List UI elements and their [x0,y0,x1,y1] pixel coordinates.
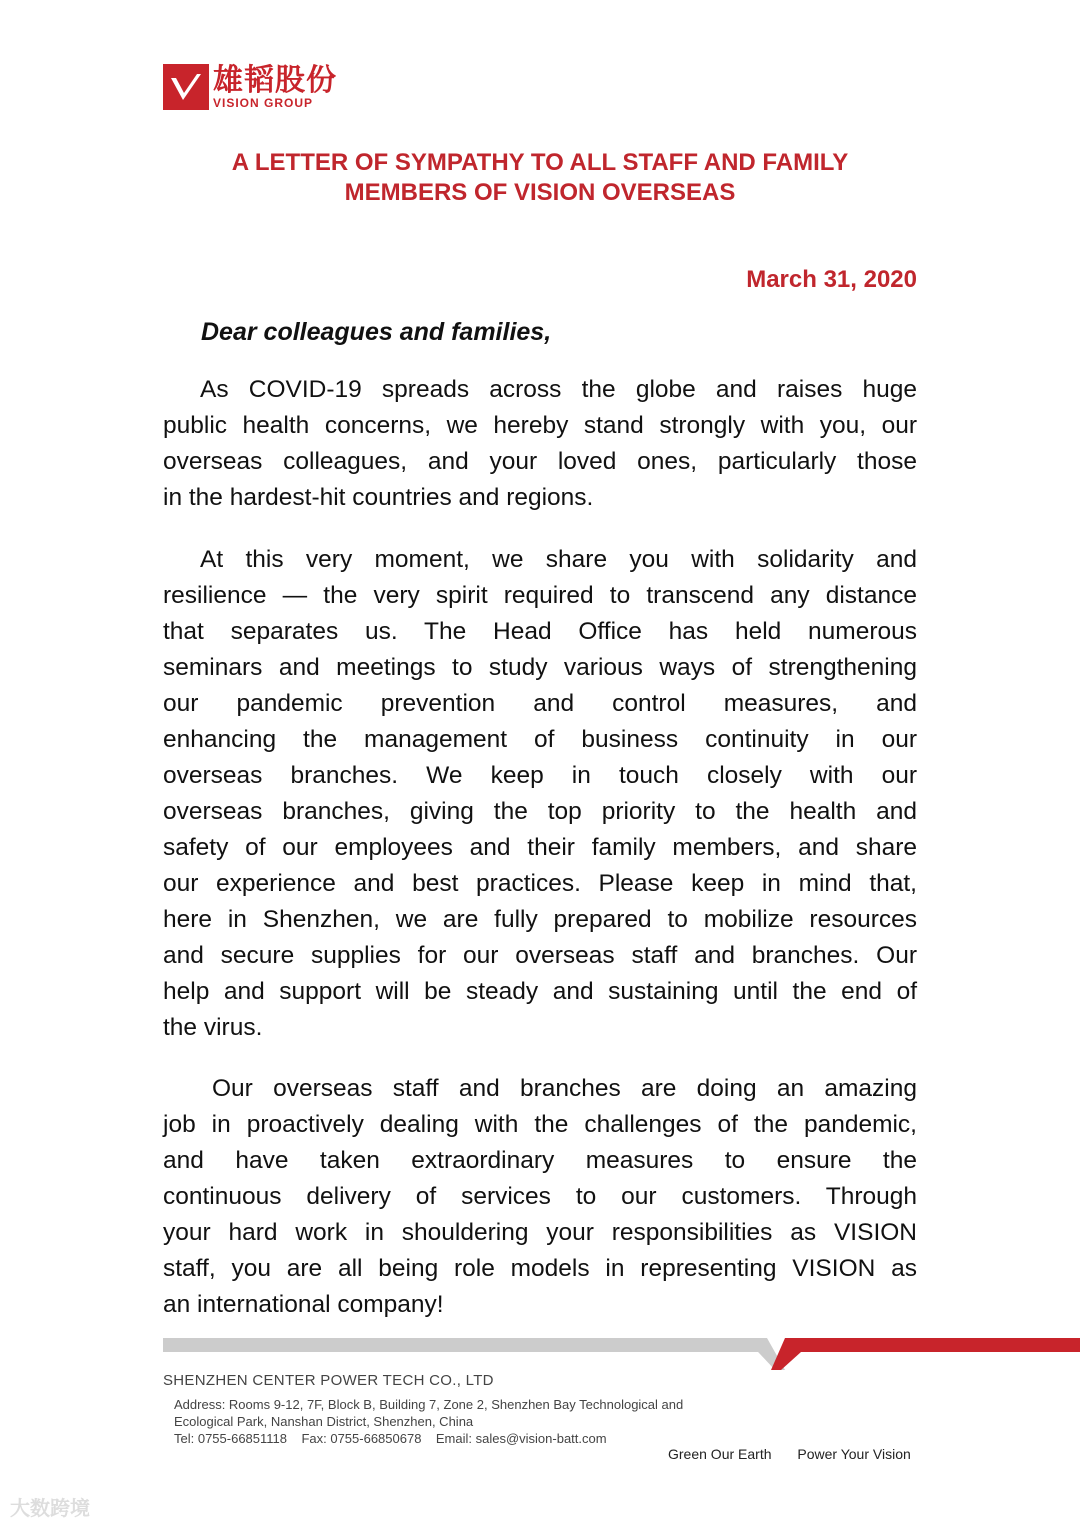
address-line: Address: Rooms 9-12, 7F, Block B, Building 7, Zone 2, Shenzhen Bay Technological and [174,1397,684,1412]
logo-chinese-name: 雄韬股份 [213,64,337,97]
paragraph-line: and have taken extraordinary measures to ensure the [163,1147,917,1174]
letter-title [0,148,1080,208]
paragraph-line: and secure supplies for our overseas staff and branches. Our [163,942,917,969]
paragraph-line: public health concerns, we hereby stand strongly with you, our [163,412,917,439]
paragraph-2 [163,542,917,1046]
paragraph-line: overseas branches. We keep in touch closely with our [163,762,917,789]
greeting: Dear colleagues and families, [201,318,552,346]
paragraph-line: At this very moment, we share you with solidarity and [200,546,917,573]
watermark: 大数跨境 [10,1498,90,1520]
paragraph-line: here in Shenzhen, we are fully prepared to mobilize resources [163,906,917,933]
paragraph-line: continuous delivery of services to our customers. Through [163,1183,917,1210]
paragraph-line: help and support will be steady and sustaining until the end of [163,978,917,1005]
paragraph-line: overseas branches, giving the top priority to the health and [163,798,917,825]
company-address [174,1396,683,1447]
paragraph-line: our experience and best practices. Please keep in mind that, [163,870,917,897]
logo-english-name: VISION GROUP [213,96,314,110]
paragraph-line: As COVID-19 spreads across the globe and raises huge [200,376,917,403]
contact-line: Tel: 0755-66851118 Fax: 0755-66850678 Email: sales@vision-batt.com [174,1431,607,1446]
paragraph-line: enhancing the management of business continuity in our [163,726,917,753]
paragraph-line: Our overseas staff and branches are doing an amazing [212,1075,917,1102]
title-line: MEMBERS OF VISION OVERSEAS [344,179,736,206]
company-name: SHENZHEN CENTER POWER TECH CO., LTD [163,1372,494,1389]
paragraph-line: staff, you are all being role models in representing VISION as [163,1255,917,1282]
company-logo [163,64,337,110]
paragraph-line: your hard work in shouldering your responsibilities as VISION [163,1219,917,1246]
paragraph-line: the virus. [163,1014,263,1041]
paragraph-line: resilience — the very spirit required to transcend any distance [163,582,917,609]
title-line: A LETTER OF SYMPATHY TO ALL STAFF AND FAMILY [231,149,849,176]
paragraph-line: seminars and meetings to study various ways of strengthening [163,654,917,681]
paragraph-line: overseas colleagues, and your loved ones, particularly those [163,448,917,475]
paragraph-line: that separates us. The Head Office has held numerous [163,618,917,645]
paragraph-1 [163,372,917,516]
paragraph-line: job in proactively dealing with the challenges of the pandemic, [163,1111,917,1138]
footer-divider-bar [163,1336,1080,1372]
address-line: Ecological Park, Nanshan District, Shenzhen, China [174,1414,474,1429]
paragraph-line: our pandemic prevention and control measures, and [163,690,917,717]
slogan: Green Our Earth [668,1446,772,1462]
letter-date: March 31, 2020 [746,266,917,293]
logo-v-icon [163,64,209,110]
paragraph-3 [163,1071,917,1323]
slogans [668,1446,933,1462]
paragraph-line: an international company! [163,1291,444,1318]
slogan: Power Your Vision [797,1446,911,1462]
paragraph-line: in the hardest-hit countries and regions. [163,484,594,511]
paragraph-line: safety of our employees and their family members, and share [163,834,917,861]
